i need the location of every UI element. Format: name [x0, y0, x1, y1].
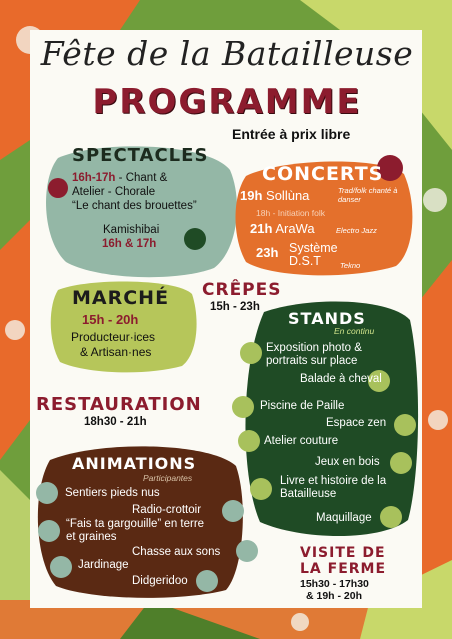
spectacles-act2: Kamishibai [103, 224, 160, 236]
concert-time-2: 18h [256, 208, 271, 218]
marche-time: 15h - 20h [82, 312, 139, 327]
crepes-time: 15h - 23h [210, 301, 260, 313]
stand-dot-3 [232, 396, 254, 418]
anim-item-5: Jardinage [78, 559, 129, 571]
visite-heading-2: LA FERME [300, 561, 387, 577]
spectacles-act1-c: “Le chant des brouettes” [72, 200, 197, 212]
anim-dot-1 [36, 482, 58, 504]
marche-line1: Producteur·ices [71, 330, 156, 344]
concert-time-4: 23h [256, 245, 279, 260]
spectacles-heading: SPECTACLES [72, 145, 209, 166]
anim-dot-2 [222, 500, 244, 522]
spectacles-act1-b: Atelier - Chorale [72, 186, 156, 198]
anim-item-6: Didgeridoo [132, 575, 188, 587]
stand-dot-8 [380, 506, 402, 528]
marche-line2: & Artisan·nes [80, 345, 152, 359]
concert-time-1: 19h [240, 188, 263, 203]
anim-dot-6 [196, 570, 218, 592]
anim-item-4: Chasse aux sons [132, 546, 221, 558]
concert-name-2: - Initiation folk [272, 208, 326, 218]
anim-dot-4 [236, 540, 258, 562]
kamishibai-dot [184, 228, 206, 250]
programme-heading: PROGRAMME [92, 82, 362, 122]
stand-item-5: Atelier couture [264, 435, 339, 447]
stand-item-3: Piscine de Paille [260, 400, 345, 412]
visite-time-1: 15h30 - 17h30 [300, 578, 369, 590]
stand-item-1: Exposition photo & portraits sur place [266, 342, 362, 367]
stand-item-2: Balade à cheval [300, 373, 382, 385]
restauration-heading: RESTAURATION [36, 394, 202, 415]
visite-heading-1: VISITE DE [300, 545, 386, 561]
concert-genre-3: Electro Jazz [336, 226, 377, 235]
concert-genre-1: Trad/folk chanté à danser [338, 186, 398, 204]
stand-dot-4 [394, 414, 416, 436]
visite-time-2: & 19h - 20h [306, 590, 363, 602]
stand-item-6: Jeux en bois [315, 456, 380, 468]
concert-name-3: AraWa [275, 221, 315, 236]
animations-heading: ANIMATIONS [72, 454, 197, 473]
concert-time-3: 21h [250, 221, 273, 236]
spectacles-act1-a: - Chant & [118, 172, 168, 184]
anim-item-2: Radio-crottoir [132, 504, 202, 516]
crepes-heading: CRÊPES [202, 280, 282, 300]
stands-subtitle: En continu [334, 326, 375, 336]
restauration-time: 18h30 - 21h [84, 416, 147, 428]
concerts-heading: CONCERTS [262, 163, 384, 185]
concert-name-1: Sollùna [266, 188, 310, 203]
entry-price-note: Entrée à prix libre [232, 126, 351, 142]
stand-dot-1 [240, 342, 262, 364]
stand-item-8: Maquillage [316, 512, 372, 524]
event-title: Fête de la Batailleuse [40, 34, 414, 73]
stand-dot-7 [250, 478, 272, 500]
concert-genre-4: Tekno [340, 261, 361, 270]
anim-dot-5 [50, 556, 72, 578]
anim-item-1: Sentiers pieds nus [65, 487, 160, 499]
stand-dot-6 [390, 452, 412, 474]
spectacles-time2: 16h & 17h [102, 238, 157, 250]
stands-heading: STANDS [288, 309, 366, 328]
stand-item-4: Espace zen [326, 417, 387, 429]
anim-dot-3 [38, 520, 60, 542]
anim-item-3: “Fais ta gargouille” en terre et graines [66, 518, 205, 543]
spectacles-dot [48, 178, 68, 198]
marche-heading: MARCHÉ [72, 287, 170, 309]
concert-name-4: Système D.S.T [289, 241, 338, 268]
spectacles-time1: 16h-17h [72, 172, 116, 184]
stand-item-7: Livre et histoire de la Batailleuse [280, 475, 387, 500]
animations-subtitle: Participantes [143, 473, 193, 483]
